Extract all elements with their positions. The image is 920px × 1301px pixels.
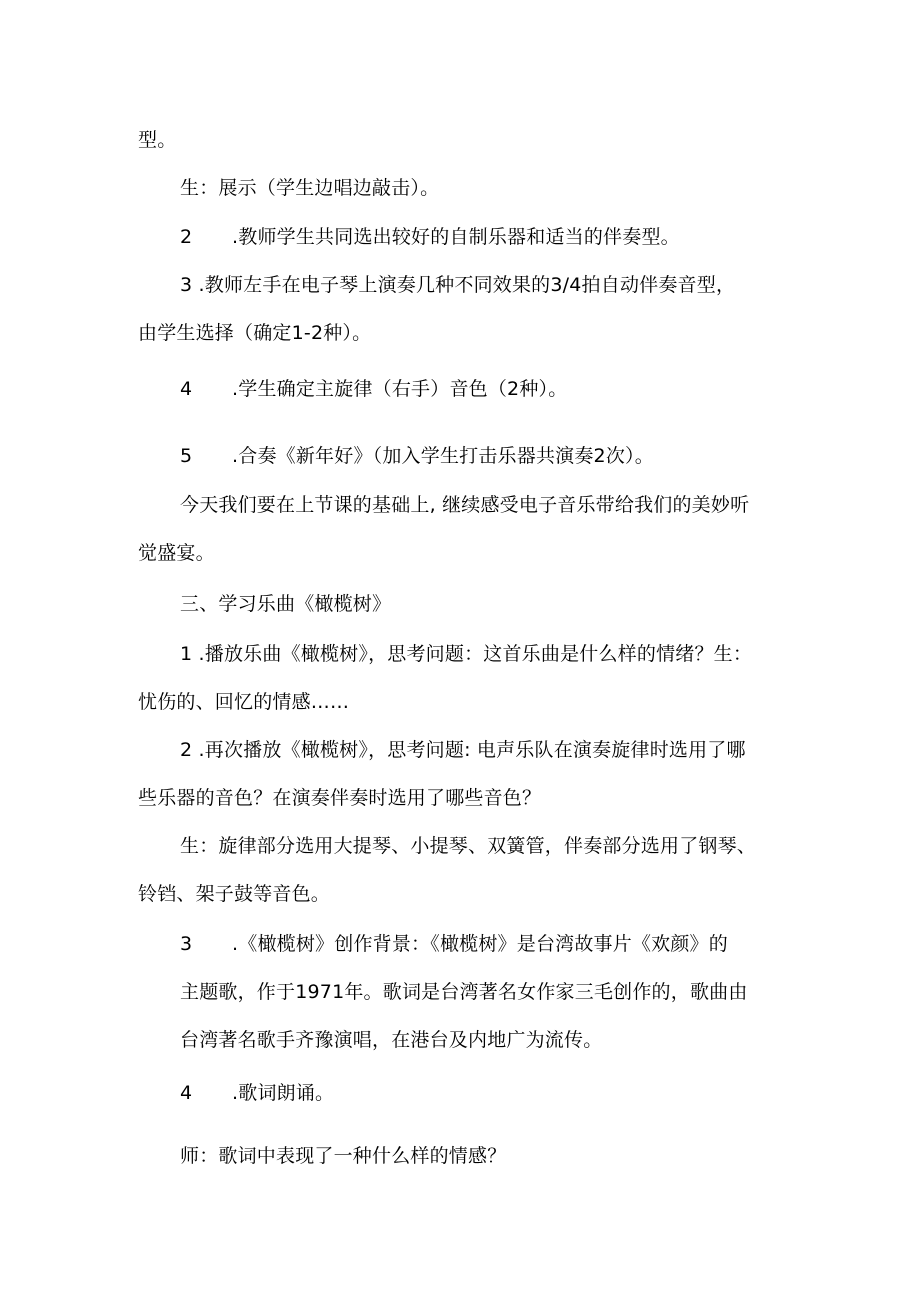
text-line: 觉盛宴。 [138,542,215,564]
text-line: 今天我们要在上节课的基础上, 继续感受电子音乐带给我们的美妙听 [180,494,750,516]
text-line: 生：旋律部分选用大提琴、小提琴、双簧管，伴奏部分选用了钢琴、 [180,835,757,857]
section-heading: 三、学习乐曲《橄榄树》 [180,593,392,615]
text-line: 师：歌词中表现了一种什么样的情感？ [180,1145,507,1167]
text-line: .《橄榄树》创作背景：《橄榄树》是台湾故事片《欢颜》的 [232,933,728,955]
list-number: 2 [180,226,193,248]
text-line: 台湾著名歌手齐豫演唱，在港台及内地广为流传。 [180,1029,603,1051]
text-line: 些乐器的音色？在演奏伴奏时选用了哪些音色？ [138,787,542,809]
text-line: 主题歌，作于1971年。歌词是台湾著名女作家三毛创作的，歌曲由 [180,981,748,1003]
text-line: .合奏《新年好》（加入学生打击乐器共演奏2次）。 [232,445,654,467]
text-line: 2 .再次播放《橄榄树》，思考问题: 电声乐队在演奏旋律时选用了哪 [180,739,746,761]
text-line: 3 .教师左手在电子琴上演奏几种不同效果的3/4拍自动伴奏音型， [180,274,736,296]
text-line: 生：展示（学生边唱边敲击）。 [180,177,440,199]
text-line: 铃铛、架子鼓等音色。 [138,883,331,905]
text-line: 型。 [138,129,177,151]
list-number: 5 [180,445,193,467]
text-line: 由学生选择（确定1-2种）。 [138,322,372,344]
text-line: 忧伤的、回忆的情感…… [138,691,350,713]
text-line: .教师学生共同选出较好的自制乐器和适当的伴奏型。 [232,226,680,248]
text-line: 1 .播放乐曲《橄榄树》，思考问题：这首乐曲是什么样的情绪？生： [180,643,753,665]
list-number: 4 [180,1082,193,1104]
list-number: 3 [180,933,193,955]
list-number: 4 [180,378,193,400]
text-line: .歌词朗诵。 [232,1082,335,1104]
text-line: .学生确定主旋律（右手）音色（2种）。 [232,378,568,400]
